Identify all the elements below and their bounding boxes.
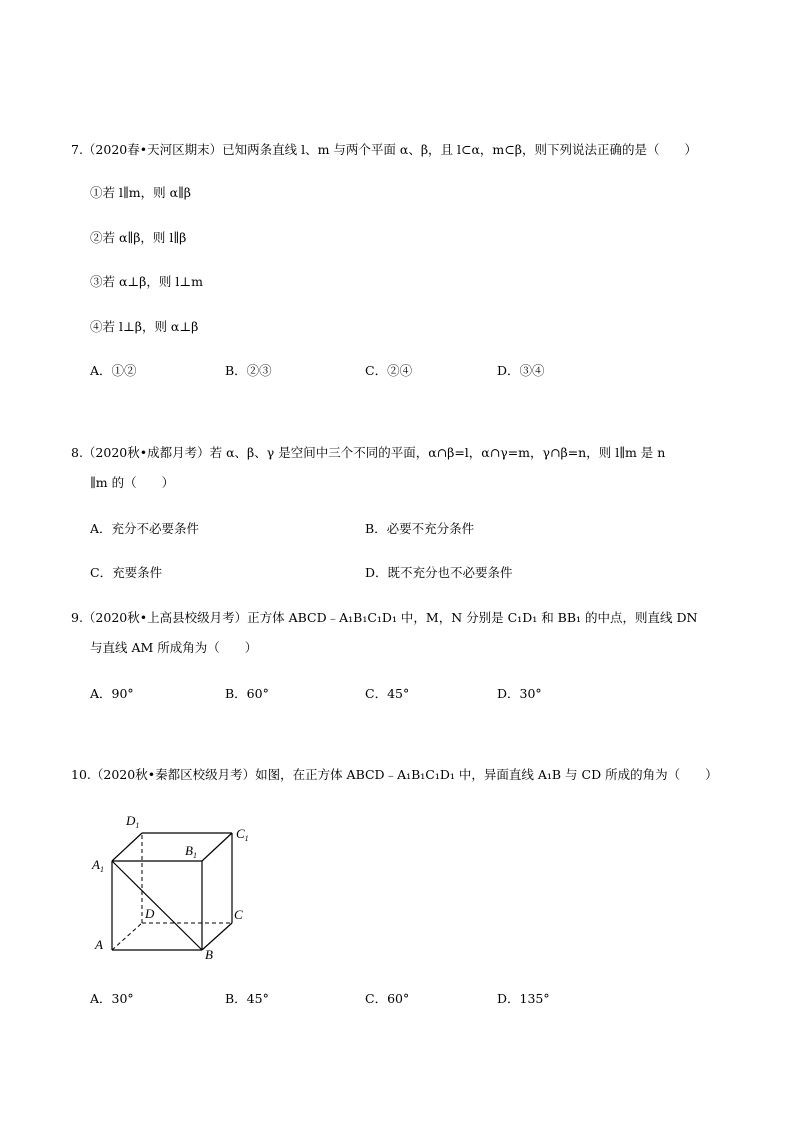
q7-statement-3: ③若 α⊥β，则 l⊥m [90, 274, 203, 289]
q10-option-c: C．60° [365, 991, 410, 1006]
q8-option-d: D．既不充分也不必要条件 [365, 565, 513, 580]
edge-A1D1 [112, 833, 142, 861]
edge-AD-hidden [112, 923, 142, 950]
q8-option-a: A．充分不必要条件 [90, 521, 200, 536]
label-B: B [205, 947, 213, 962]
label-D1: $D_1$ [126, 813, 140, 830]
q10-stem: 10.（2020秋•秦都区校级月考）如图，在正方体 ABCD﹣A₁B₁C₁D₁ 中，异面直线 A₁B 与 CD 所成的角为（ ） [71, 767, 718, 782]
q7-statement-4: ④若 l⊥β，则 α⊥β [90, 319, 199, 334]
q10-option-a: A．30° [90, 991, 134, 1006]
q9-option-c: C．45° [365, 686, 410, 701]
q9-option-a: A．90° [90, 686, 134, 701]
label-B1: $B_1$ [185, 843, 197, 860]
label-D: D [145, 906, 155, 921]
q8-stem-line2: ∥m 的（ ） [90, 475, 175, 490]
q9-stem-line2: 与直线 AM 所成角为（ ） [90, 640, 258, 655]
q10-option-d: D．135° [497, 991, 550, 1006]
q7-option-c: C．②④ [365, 363, 413, 378]
edge-B1C1 [202, 833, 232, 861]
label-C: C [234, 907, 243, 922]
q10-option-b: B．45° [225, 991, 269, 1006]
q9-option-d: D．30° [497, 686, 542, 701]
q7-option-a: A．①② [90, 363, 137, 378]
q8-option-c: C．充要条件 [90, 565, 163, 580]
diagonal-A1B [112, 861, 202, 950]
q7-stem: 7.（2020春•天河区期末）已知两条直线 l、m 与两个平面 α、β，且 l⊂α，m⊂β，则下列说法正确的是（ ） [71, 142, 697, 157]
q9-stem-line1: 9.（2020秋•上高县校级月考）正方体 ABCD﹣A₁B₁C₁D₁ 中，M，N 分别是 C₁D₁ 和 BB₁ 的中点，则直线 DN [71, 610, 698, 625]
q7-statement-2: ②若 α∥β，则 l∥β [90, 230, 187, 245]
q8-option-b: B．必要不充分条件 [365, 521, 475, 536]
edge-BC [202, 923, 232, 950]
q9-option-b: B．60° [225, 686, 269, 701]
label-A: A [95, 937, 103, 952]
q7-statement-1: ①若 l∥m，则 α∥β [90, 185, 192, 200]
q7-option-b: B．②③ [225, 363, 272, 378]
cube-figure [88, 805, 268, 965]
q8-stem-line1: 8.（2020秋•成都月考）若 α、β、γ 是空间中三个不同的平面，α∩β=l，α∩γ=m，γ∩β=n，则 l∥m 是 n [71, 445, 666, 460]
label-C1: $C_1$ [236, 826, 249, 843]
q7-option-d: D．③④ [497, 363, 545, 378]
label-A1: $A_1$ [92, 857, 104, 874]
